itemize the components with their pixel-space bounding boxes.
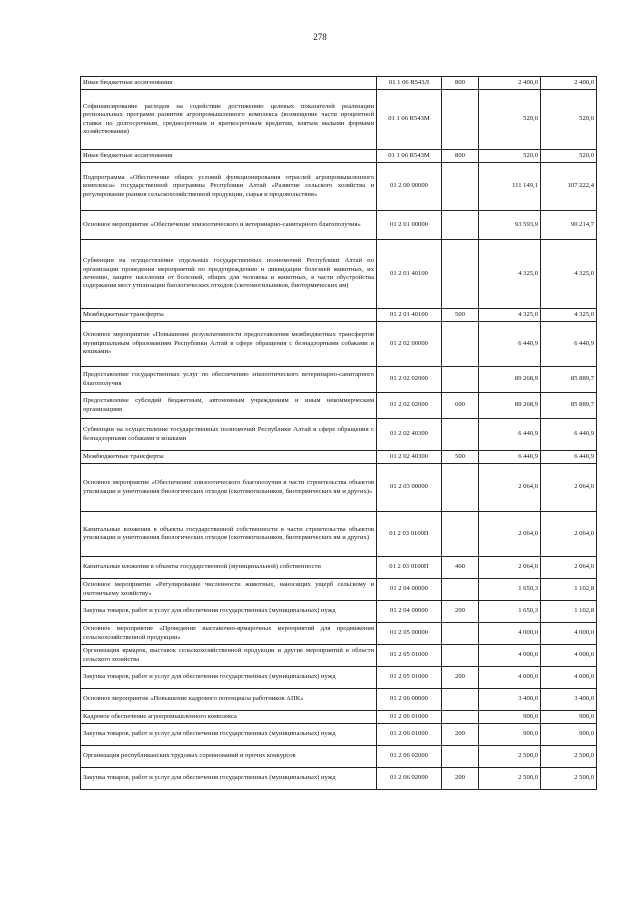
row-code-cell: 01 2 05 01000 (377, 645, 442, 667)
row-expense-type-cell (442, 90, 479, 150)
table-row (81, 645, 597, 667)
row-amount-year1-cell: 89 268,9 (479, 393, 541, 419)
row-amount-year2-cell: 1 102,8 (541, 601, 597, 623)
row-amount-year2-cell: 2 400,0 (541, 77, 597, 90)
table-row (81, 557, 597, 579)
row-name-cell: Организация республиканских трудовых соревнований и прочих конкурсов (81, 746, 377, 768)
row-code-cell: 01 2 03 0100П (377, 512, 442, 557)
row-amount-year1-cell: 900,0 (479, 711, 541, 724)
table-row (81, 601, 597, 623)
row-amount-year2-cell: 4 000,0 (541, 645, 597, 667)
table-row (81, 746, 597, 768)
row-amount-year2-cell: 6 440,9 (541, 451, 597, 464)
page-number: 278 (313, 32, 327, 42)
row-amount-year2-cell: 900,0 (541, 724, 597, 746)
row-amount-year2-cell: 6 440,9 (541, 322, 597, 367)
row-expense-type-cell (442, 419, 479, 451)
row-amount-year1-cell: 2 400,0 (479, 77, 541, 90)
row-name-cell: Кадровое обеспечение агропромышленного комплекса (81, 711, 377, 724)
row-amount-year1-cell: 3 400,0 (479, 689, 541, 711)
row-name-cell: Закупка товаров, работ и услуг для обеспечения государственных (муниципальных) нужд (81, 667, 377, 689)
table-row (81, 163, 597, 211)
row-amount-year2-cell: 4 325,0 (541, 309, 597, 322)
row-expense-type-cell (442, 711, 479, 724)
row-amount-year1-cell: 93 593,9 (479, 211, 541, 240)
row-name-cell: Основное мероприятие «Регулирование численности животных, наносящих ущерб сельскому и охотничьему хозяйству» (81, 579, 377, 601)
row-expense-type-cell (442, 163, 479, 211)
table-row (81, 768, 597, 790)
row-name-cell: Капитальные вложения в объекты государственной (муниципальной) собственности (81, 557, 377, 579)
row-name-cell: Субвенции на осуществление отдельных государственных полномочий Республики Алтай по организации проведения мероприятий по предупреждению и ликвидации болезней животных, их лечению, защите населения от болезней, общих для человека и животных, в части обустройства содержания мест утилизации биологических отходов (скотомогильников, биотермических ям) (81, 240, 377, 309)
row-name-cell: Межбюджетные трансферты (81, 309, 377, 322)
row-amount-year1-cell: 89 268,9 (479, 367, 541, 393)
row-amount-year2-cell: 2 064,0 (541, 464, 597, 512)
row-name-cell: Иные бюджетные ассигнования (81, 77, 377, 90)
row-expense-type-cell (442, 367, 479, 393)
row-amount-year1-cell: 6 440,9 (479, 322, 541, 367)
row-amount-year1-cell: 4 325,0 (479, 240, 541, 309)
row-expense-type-cell (442, 240, 479, 309)
table-row (81, 150, 597, 163)
row-code-cell: 01 2 06 01000 (377, 711, 442, 724)
row-code-cell: 01 2 04 00000 (377, 579, 442, 601)
row-amount-year2-cell: 85 889,7 (541, 367, 597, 393)
row-code-cell: 01 2 05 00000 (377, 623, 442, 645)
row-amount-year2-cell: 2 064,0 (541, 512, 597, 557)
row-amount-year2-cell: 1 102,8 (541, 579, 597, 601)
table-row (81, 512, 597, 557)
row-amount-year1-cell: 900,0 (479, 724, 541, 746)
row-amount-year1-cell: 4 000,0 (479, 667, 541, 689)
row-amount-year1-cell: 520,0 (479, 150, 541, 163)
table-row (81, 667, 597, 689)
table-row (81, 464, 597, 512)
table-row (81, 724, 597, 746)
row-amount-year2-cell: 6 440,9 (541, 419, 597, 451)
row-amount-year2-cell: 90 214,7 (541, 211, 597, 240)
row-amount-year1-cell: 2 064,0 (479, 464, 541, 512)
row-amount-year1-cell: 2 064,0 (479, 512, 541, 557)
row-amount-year1-cell: 4 325,0 (479, 309, 541, 322)
row-amount-year1-cell: 1 650,3 (479, 601, 541, 623)
row-code-cell: 01 2 06 00000 (377, 689, 442, 711)
row-code-cell: 01 2 02 00000 (377, 322, 442, 367)
row-code-cell: 01 2 03 0100П (377, 557, 442, 579)
table-row (81, 451, 597, 464)
row-amount-year1-cell: 2 064,0 (479, 557, 541, 579)
row-expense-type-cell: 400 (442, 557, 479, 579)
row-amount-year1-cell: 4 000,0 (479, 623, 541, 645)
row-name-cell: Закупка товаров, работ и услуг для обеспечения государственных (муниципальных) нужд (81, 724, 377, 746)
row-code-cell: 01 2 02 02000 (377, 367, 442, 393)
row-expense-type-cell: 500 (442, 451, 479, 464)
table-row (81, 367, 597, 393)
row-amount-year2-cell: 4 000,0 (541, 623, 597, 645)
row-name-cell: Основное мероприятие «Обеспечение эпизоотического благополучия в части строительства объектов утилизации и уничтожения биологических отходов (скотомогильников, биотермических ям и других)» (81, 464, 377, 512)
table-row (81, 309, 597, 322)
row-expense-type-cell (442, 579, 479, 601)
row-amount-year1-cell: 2 500,0 (479, 746, 541, 768)
row-code-cell: 01 2 06 01000 (377, 724, 442, 746)
row-name-cell: Основное мероприятие «Повышение результативности предоставления межбюджетных трансфертов муниципальным образованиям Республики Алтай в сфере обращения с безнадзорными собаками и кошками» (81, 322, 377, 367)
row-name-cell: Предоставление государственных услуг по обеспечению эпизоотического ветеринарно-санитарного благополучия (81, 367, 377, 393)
row-expense-type-cell (442, 645, 479, 667)
row-code-cell: 01 1 06 R543М (377, 90, 442, 150)
row-expense-type-cell: 200 (442, 601, 479, 623)
row-amount-year1-cell: 111 149,1 (479, 163, 541, 211)
table-row (81, 240, 597, 309)
row-amount-year2-cell: 107 222,4 (541, 163, 597, 211)
row-amount-year2-cell: 4 000,0 (541, 667, 597, 689)
row-code-cell: 01 1 06 R543Л (377, 77, 442, 90)
table-row (81, 211, 597, 240)
row-expense-type-cell: 200 (442, 667, 479, 689)
row-code-cell: 01 2 03 00000 (377, 464, 442, 512)
table-row (81, 711, 597, 724)
row-name-cell: Основное мероприятие «Проведение выставочно-ярмарочных мероприятий для продвижения сельскохозяйственной продукции» (81, 623, 377, 645)
row-amount-year1-cell: 6 440,9 (479, 451, 541, 464)
row-name-cell: Подпрограмма «Обеспечение общих условий функционирования отраслей агропромышленного комплекса» государственной программы Республики Алтай «Развитие сельского хозяйства и регулирование рынков сельскохозяйственной продукции, сырья и продовольствия» (81, 163, 377, 211)
budget-table (80, 76, 597, 790)
table-row (81, 623, 597, 645)
row-code-cell: 01 2 02 40300 (377, 419, 442, 451)
row-code-cell: 01 2 00 00000 (377, 163, 442, 211)
row-name-cell: Софинансирование расходов на содействие достижению целевых показателей реализации региональных программ развития агропромышленного комплекса (возмещение части процентной ставки по долгосрочным, среднесрочным и краткосрочным кредитам, взятым малыми формами хозяйствования) (81, 90, 377, 150)
table-row (81, 322, 597, 367)
row-code-cell: 01 2 01 40100 (377, 240, 442, 309)
row-name-cell: Основное мероприятие «Повышение кадрового потенциала работников АПК» (81, 689, 377, 711)
row-name-cell: Межбюджетные трансферты (81, 451, 377, 464)
row-expense-type-cell: 600 (442, 393, 479, 419)
row-amount-year1-cell: 520,0 (479, 90, 541, 150)
row-name-cell: Капитальные вложения в объекты государственной собственности в части строительства объектов утилизации и уничтожения биологических отходов (скотомогильников, биотермических ям и других) (81, 512, 377, 557)
table-row (81, 579, 597, 601)
row-name-cell: Закупка товаров, работ и услуг для обеспечения государственных (муниципальных) нужд (81, 768, 377, 790)
row-name-cell: Закупка товаров, работ и услуг для обеспечения государственных (муниципальных) нужд (81, 601, 377, 623)
row-expense-type-cell (442, 623, 479, 645)
row-name-cell: Иные бюджетные ассигнования (81, 150, 377, 163)
row-expense-type-cell: 800 (442, 150, 479, 163)
row-amount-year2-cell: 2 500,0 (541, 746, 597, 768)
table-row (81, 689, 597, 711)
row-code-cell: 01 2 02 02000 (377, 393, 442, 419)
row-amount-year2-cell: 900,0 (541, 711, 597, 724)
table-row (81, 90, 597, 150)
row-expense-type-cell: 800 (442, 77, 479, 90)
row-code-cell: 01 2 01 00000 (377, 211, 442, 240)
row-code-cell: 01 2 01 40100 (377, 309, 442, 322)
row-name-cell: Субвенции на осуществление государственных полномочий Республики Алтай в сфере обращения с безнадзорными собаками и кошками (81, 419, 377, 451)
row-amount-year2-cell: 2 064,0 (541, 557, 597, 579)
row-code-cell: 01 1 06 R543М (377, 150, 442, 163)
table-row (81, 393, 597, 419)
row-code-cell: 01 2 06 02000 (377, 746, 442, 768)
row-amount-year2-cell: 4 325,0 (541, 240, 597, 309)
row-name-cell: Организация ярмарок, выставок сельскохозяйственной продукции и другие мероприятий в области сельского хозяйства (81, 645, 377, 667)
row-expense-type-cell: 500 (442, 309, 479, 322)
row-name-cell: Основное мероприятие «Обеспечение эпизоотического и ветеринарно-санитарного благополучия» (81, 211, 377, 240)
row-code-cell: 01 2 05 01000 (377, 667, 442, 689)
row-expense-type-cell (442, 322, 479, 367)
row-expense-type-cell: 200 (442, 768, 479, 790)
row-expense-type-cell (442, 211, 479, 240)
budget-table-body (81, 77, 597, 790)
table-row (81, 77, 597, 90)
row-expense-type-cell (442, 464, 479, 512)
row-amount-year1-cell: 6 440,9 (479, 419, 541, 451)
row-amount-year2-cell: 85 889,7 (541, 393, 597, 419)
row-code-cell: 01 2 02 40300 (377, 451, 442, 464)
row-expense-type-cell (442, 746, 479, 768)
row-amount-year2-cell: 2 500,0 (541, 768, 597, 790)
table-row (81, 419, 597, 451)
row-expense-type-cell (442, 512, 479, 557)
row-amount-year1-cell: 1 650,3 (479, 579, 541, 601)
row-amount-year2-cell: 520,0 (541, 150, 597, 163)
row-code-cell: 01 2 06 02000 (377, 768, 442, 790)
row-amount-year1-cell: 2 500,0 (479, 768, 541, 790)
row-amount-year2-cell: 520,0 (541, 90, 597, 150)
row-expense-type-cell (442, 689, 479, 711)
row-code-cell: 01 2 04 00000 (377, 601, 442, 623)
row-amount-year1-cell: 4 000,0 (479, 645, 541, 667)
row-expense-type-cell: 200 (442, 724, 479, 746)
row-name-cell: Предоставление субсидий бюджетным, автономным учреждениям и иным некоммерческим организациям (81, 393, 377, 419)
row-amount-year2-cell: 3 400,0 (541, 689, 597, 711)
